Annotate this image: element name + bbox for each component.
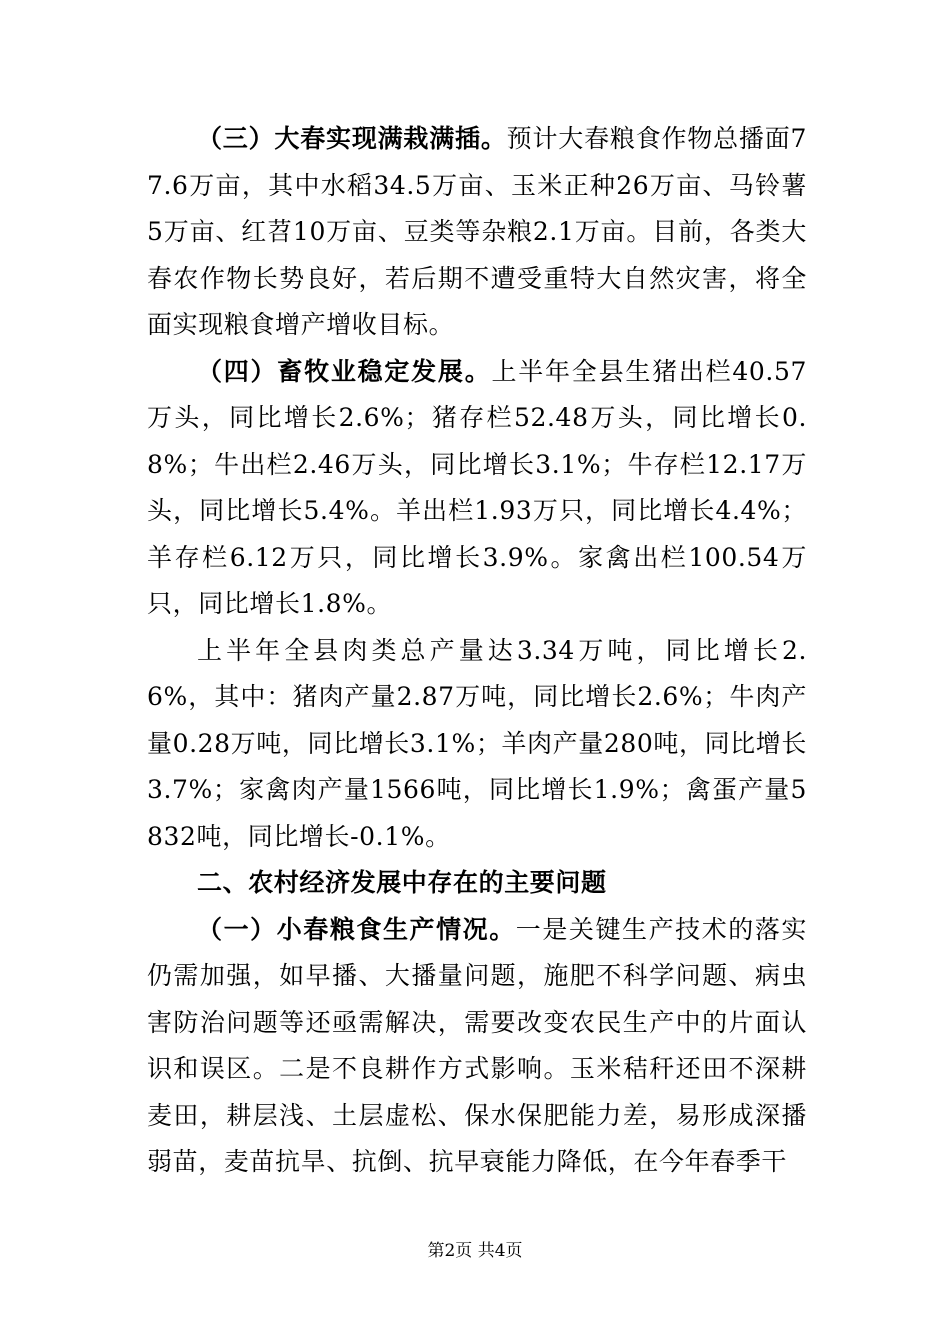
paragraph-text: 上半年全县肉类总产量达3.34万吨，同比增长2.6%，其中：猪肉产量2.87万吨，同比增长2.6%；牛肉产量0.28万吨，同比增长3.1%；羊肉产量280吨，同比增长3.7%；家禽肉产量1566吨，同比增长1.9%；禽蛋产量5832吨，同比增长-0.1%。 [147, 635, 807, 851]
section-heading: 二、农村经济发展中存在的主要问题 [197, 868, 607, 897]
paragraph-issues [147, 907, 807, 1186]
paragraph-lead: （一）小春粮食生产情况。 [197, 914, 516, 944]
paragraph-text: 预计大春粮食作物总播面77.6万亩，其中水稻34.5万亩、玉米正种26万亩、马铃薯5万亩、红苕10万亩、豆类等杂粮2.1万亩。目前，各类大春农作物长势良好，若后期不遭受重特大自然灾害，将全面实现粮食增产增收目标。 [147, 124, 808, 339]
paragraph-spring-planting [147, 116, 807, 349]
paragraph-lead: （四）畜牧业稳定发展。 [197, 356, 492, 386]
paragraph-text: 一是关键生产技术的落实仍需加强，如早播、大播量问题，施肥不科学问题、病虫害防治问题等还亟需解决，需要改变农民生产中的片面认识和误区。二是不良耕作方式影响。玉米秸秆还田不深耕麦田，耕层浅、土层虚松、保水保肥能力差，易形成深播弱苗，麦苗抗旱、抗倒、抗早衰能力降低，在今年春季干 [147, 914, 807, 1176]
paragraph-text: 上半年全县生猪出栏40.57万头，同比增长2.6%；猪存栏52.48万头，同比增长0.8%；牛出栏2.46万头，同比增长3.1%；牛存栏12.17万头，同比增长5.4%。羊出栏1.93万只，同比增长4.4%；羊存栏6.12万只，同比增长3.9%。家禽出栏100.54万只，同比增长1.8%。 [147, 356, 807, 618]
page-number-footer: 第2页 共4页 [427, 1241, 523, 1261]
document-body [147, 116, 807, 1186]
paragraph-livestock [147, 349, 807, 628]
paragraph-meat-output [147, 628, 807, 861]
paragraph-lead: （三）大春实现满栽满插。 [197, 124, 507, 153]
